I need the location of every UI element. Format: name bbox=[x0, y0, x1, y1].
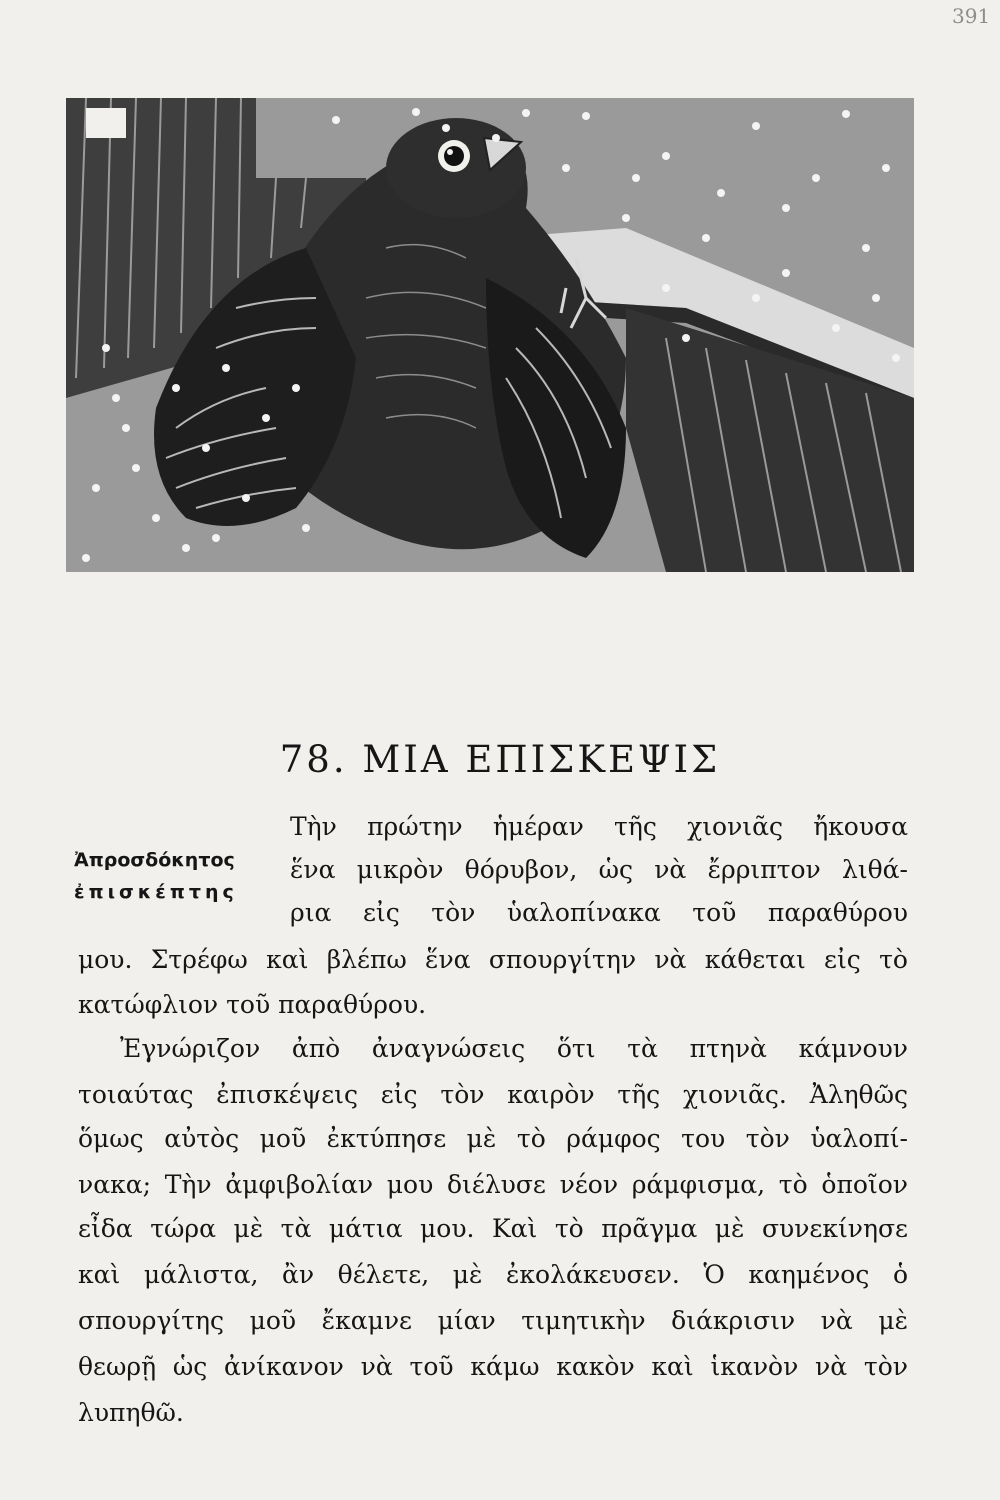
snowflake bbox=[832, 324, 840, 332]
snowflake bbox=[132, 464, 140, 472]
snowflake bbox=[812, 174, 820, 182]
snowflake bbox=[842, 110, 850, 118]
paragraph-body-line: καὶ μάλιστα, ἂν θέλετε, μὲ ἐκολάκευσεν. Ὁ καημένος ὁ bbox=[78, 1260, 908, 1289]
snowflake bbox=[92, 484, 100, 492]
snowflake bbox=[302, 524, 310, 532]
snowflake bbox=[872, 294, 880, 302]
snowflake bbox=[152, 514, 160, 522]
page-number: 391 bbox=[952, 4, 991, 28]
paragraph-opening-line: ἕνα μικρὸν θόρυβον, ὡς νὰ ἔρριπτον λιθά- bbox=[290, 855, 908, 884]
snowflake bbox=[752, 294, 760, 302]
snowflake bbox=[122, 424, 130, 432]
snowflake bbox=[582, 112, 590, 120]
sparrow-woodcut-image bbox=[66, 98, 914, 572]
snowflake bbox=[82, 554, 90, 562]
snowflake bbox=[522, 109, 530, 117]
paragraph-body-line: θεωρῇ ὡς ἀνίκανον νὰ τοῦ κάμω κακὸν καὶ ἱκανὸν νὰ τὸν bbox=[78, 1352, 908, 1381]
paragraph-body-line: Ἐγνώριζον ἀπὸ ἀναγνώσεις ὅτι τὰ πτηνὰ κάμνουν bbox=[120, 1034, 908, 1063]
paragraph-body-line: λυπηθῶ. bbox=[78, 1398, 184, 1427]
snowflake bbox=[172, 384, 180, 392]
snowflake bbox=[752, 122, 760, 130]
snowflake bbox=[492, 134, 500, 142]
snowflake bbox=[702, 234, 710, 242]
snowflake bbox=[202, 444, 210, 452]
snowflake bbox=[782, 204, 790, 212]
margin-note-line-1: Ἀπροσδόκητος bbox=[74, 849, 235, 871]
snowflake bbox=[717, 189, 725, 197]
snowflake bbox=[262, 414, 270, 422]
snowflake bbox=[292, 384, 300, 392]
snowflake bbox=[242, 494, 250, 502]
snowflake bbox=[662, 152, 670, 160]
snowflake bbox=[562, 164, 570, 172]
margin-note bbox=[74, 844, 238, 908]
paragraph-body-line: μου. Στρέφω καὶ βλέπω ἕνα σπουργίτην νὰ κάθεται εἰς τὸ bbox=[78, 945, 908, 974]
snowflake bbox=[782, 269, 790, 277]
snowflake bbox=[222, 364, 230, 372]
snowflake bbox=[662, 284, 670, 292]
snowflake bbox=[632, 174, 640, 182]
sparrow-illustration bbox=[66, 98, 914, 572]
snowflake bbox=[412, 108, 420, 116]
snowflake bbox=[332, 116, 340, 124]
paragraph-body-line: ὅμως αὐτὸς μοῦ ἐκτύπησε μὲ τὸ ράμφος του τὸν ὑαλοπί- bbox=[78, 1124, 908, 1153]
snowflake bbox=[622, 214, 630, 222]
paragraph-body-line: νακα; Τὴν ἀμφιβολίαν μου διέλυσε νέον ράμφισμα, τὸ ὁποῖον bbox=[78, 1170, 908, 1199]
snowflake bbox=[442, 124, 450, 132]
margin-note-line-2: ἐπισκέπτης bbox=[74, 881, 238, 903]
paragraph-opening-line: Τὴν πρώτην ἡμέραν τῆς χιονιᾶς ἤκουσα bbox=[290, 812, 908, 841]
paragraph-opening-line: ρια εἰς τὸν ὑαλοπίνακα τοῦ παραθύρου bbox=[290, 898, 908, 927]
snowflake bbox=[862, 244, 870, 252]
paragraph-body-line: σπουργίτης μοῦ ἔκαμνε μίαν τιμητικὴν διάκρισιν νὰ μὲ bbox=[78, 1306, 908, 1335]
snowflake bbox=[102, 344, 110, 352]
paragraph-body-line: τοιαύτας ἐπισκέψεις εἰς τὸν καιρὸν τῆς χιονιᾶς. Ἀληθῶς bbox=[78, 1080, 908, 1109]
snowflake bbox=[112, 394, 120, 402]
snowflake bbox=[212, 534, 220, 542]
paragraph-body-line: κατώφλιον τοῦ παραθύρου. bbox=[78, 990, 427, 1019]
snowflake bbox=[882, 164, 890, 172]
snowflake bbox=[682, 334, 690, 342]
paragraph-body-line: εἶδα τώρα μὲ τὰ μάτια μου. Καὶ τὸ πρᾶγμα μὲ συνεκίνησε bbox=[78, 1214, 908, 1243]
snowflake bbox=[182, 544, 190, 552]
snowflake bbox=[892, 354, 900, 362]
chapter-title: 78. ΜΙΑ ΕΠΙΣΚΕΨΙΣ bbox=[279, 738, 721, 781]
